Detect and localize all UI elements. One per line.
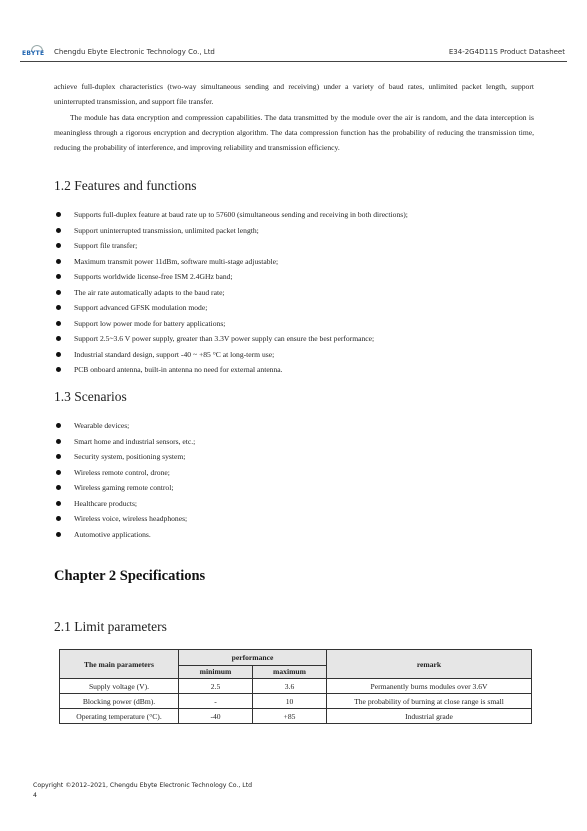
list-item: [56, 269, 408, 285]
list-item: [56, 527, 195, 543]
cell-param: Supply voltage (V).: [60, 679, 179, 694]
cell-max: 10: [253, 694, 327, 709]
list-item: [56, 511, 195, 527]
cell-min: -40: [179, 709, 253, 724]
list-item-text: The air rate automatically adapts to the baud rate;: [74, 287, 225, 297]
bullet-icon: [56, 274, 61, 279]
list-item-text: Wearable devices;: [74, 421, 130, 430]
header-performance: performance: [179, 650, 327, 666]
bullet-icon: [56, 352, 61, 357]
cell-param: Operating temperature (°C).: [60, 709, 179, 724]
bullet-icon: [56, 228, 61, 233]
bullet-icon: [56, 290, 61, 295]
bullet-icon: [56, 454, 61, 459]
bullet-icon: [56, 321, 61, 326]
list-item: [56, 238, 408, 254]
page-number: 4: [33, 792, 37, 799]
list-item: [56, 418, 195, 434]
bullet-icon: [56, 439, 61, 444]
list-item: [56, 362, 408, 378]
cell-max: +85: [253, 709, 327, 724]
logo-text: EBYTE: [22, 50, 45, 57]
header-doc-title: E34-2G4D11S Product Datasheet: [448, 48, 565, 56]
footer-copyright: Copyright ©2012–2021, Chengdu Ebyte Electronic Technology Co., Ltd: [33, 782, 253, 789]
list-item-text: Support 2.5~3.6 V power supply, greater than 3.3V power supply can ensure the best performance;: [74, 334, 375, 343]
table-row: [60, 709, 532, 724]
list-item: [56, 347, 408, 363]
list-item: [56, 223, 408, 239]
list-item: [56, 285, 408, 301]
bullet-icon: [56, 367, 61, 372]
cell-min: 2.5: [179, 679, 253, 694]
intro-paragraph-1: achieve full-duplex characteristics (two-way simultaneous sending and receiving) under a variety of baud rates, unlimited packet length, support uninterrupted transmission, and support file transfer.: [54, 81, 534, 106]
bullet-icon: [56, 501, 61, 506]
header-company: Chengdu Ebyte Electronic Technology Co., Ltd: [54, 48, 215, 56]
cell-param: Blocking power (dBm).: [60, 694, 179, 709]
bullet-icon: [56, 243, 61, 248]
page-footer: [33, 781, 252, 801]
table-row: [60, 694, 532, 709]
scenarios-list: [56, 418, 195, 542]
list-item-text: PCB onboard antenna, built-in antenna no need for external antenna.: [74, 365, 283, 374]
list-item-text: Supports worldwide license-free ISM 2.4GHz band;: [74, 272, 233, 281]
list-item-text: Industrial standard design, support -40 ~ +85 °C at long-term use;: [74, 349, 275, 359]
list-item: [56, 480, 195, 496]
list-item-text: Automotive applications.: [74, 529, 151, 539]
list-item-text: Supports full-duplex feature at baud rate up to 57600 (simultaneous sending and receiving in both directions);: [74, 210, 408, 219]
limit-parameters-table: [59, 649, 532, 724]
list-item-text: Wireless voice, wireless headphones;: [74, 514, 188, 523]
bullet-icon: [56, 485, 61, 490]
header-main-parameters: The main parameters: [60, 650, 179, 679]
list-item-text: Healthcare products;: [74, 498, 138, 508]
bullet-icon: [56, 423, 61, 428]
header-remark: remark: [327, 650, 532, 679]
chapter-title: Chapter 2 Specifications: [54, 568, 206, 584]
list-item: [56, 449, 195, 465]
list-item-text: Security system, positioning system;: [74, 452, 186, 461]
list-item-text: Wireless gaming remote control;: [74, 483, 174, 492]
list-item: [56, 207, 408, 223]
list-item: [56, 434, 195, 450]
bullet-icon: [56, 212, 61, 217]
list-item-text: Support advanced GFSK modulation mode;: [74, 303, 208, 312]
list-item-text: Support uninterrupted transmission, unlimited packet length;: [74, 225, 259, 235]
list-item-text: Support file transfer;: [74, 241, 138, 250]
table-header-row: [60, 650, 532, 666]
bullet-icon: [56, 470, 61, 475]
bullet-icon: [56, 532, 61, 537]
header-maximum: maximum: [253, 665, 327, 678]
bullet-icon: [56, 259, 61, 264]
table-row: [60, 679, 532, 694]
bullet-icon: [56, 336, 61, 341]
cell-remark: Permanently burns modules over 3.6V: [327, 679, 532, 694]
list-item: [56, 465, 195, 481]
header-minimum: minimum: [179, 665, 253, 678]
bullet-icon: [56, 516, 61, 521]
features-heading: 1.2 Features and functions: [54, 178, 197, 193]
features-list: [56, 207, 408, 378]
intro-paragraph-2: The module has data encryption and compression capabilities. The data transmitted by the module over the air is random, and the data interception is meaningless through a rigorous encryption and decryption algorithm. The data compression function has the probability of reducing the transmission time, reducing the probability of interference, and improving reliability and transmission efficiency.: [54, 112, 534, 152]
list-item: [56, 316, 408, 332]
list-item: [56, 331, 408, 347]
cell-max: 3.6: [253, 679, 327, 694]
cell-remark: Industrial grade: [327, 709, 532, 724]
list-item: [56, 300, 408, 316]
list-item-text: Smart home and industrial sensors, etc.;: [74, 436, 196, 446]
list-item: [56, 496, 195, 512]
cell-remark: The probability of burning at close range is small: [327, 694, 532, 709]
page-header: [20, 45, 567, 62]
company-logo: [22, 45, 50, 59]
scenarios-heading: 1.3 Scenarios: [54, 389, 127, 404]
bullet-icon: [56, 305, 61, 310]
cell-min: -: [179, 694, 253, 709]
limit-parameters-heading: 2.1 Limit parameters: [54, 619, 167, 634]
list-item-text: Support low power mode for battery applications;: [74, 318, 226, 328]
list-item: [56, 254, 408, 270]
list-item-text: Wireless remote control, drone;: [74, 467, 170, 477]
list-item-text: Maximum transmit power 11dBm, software multi-stage adjustable;: [74, 256, 279, 266]
